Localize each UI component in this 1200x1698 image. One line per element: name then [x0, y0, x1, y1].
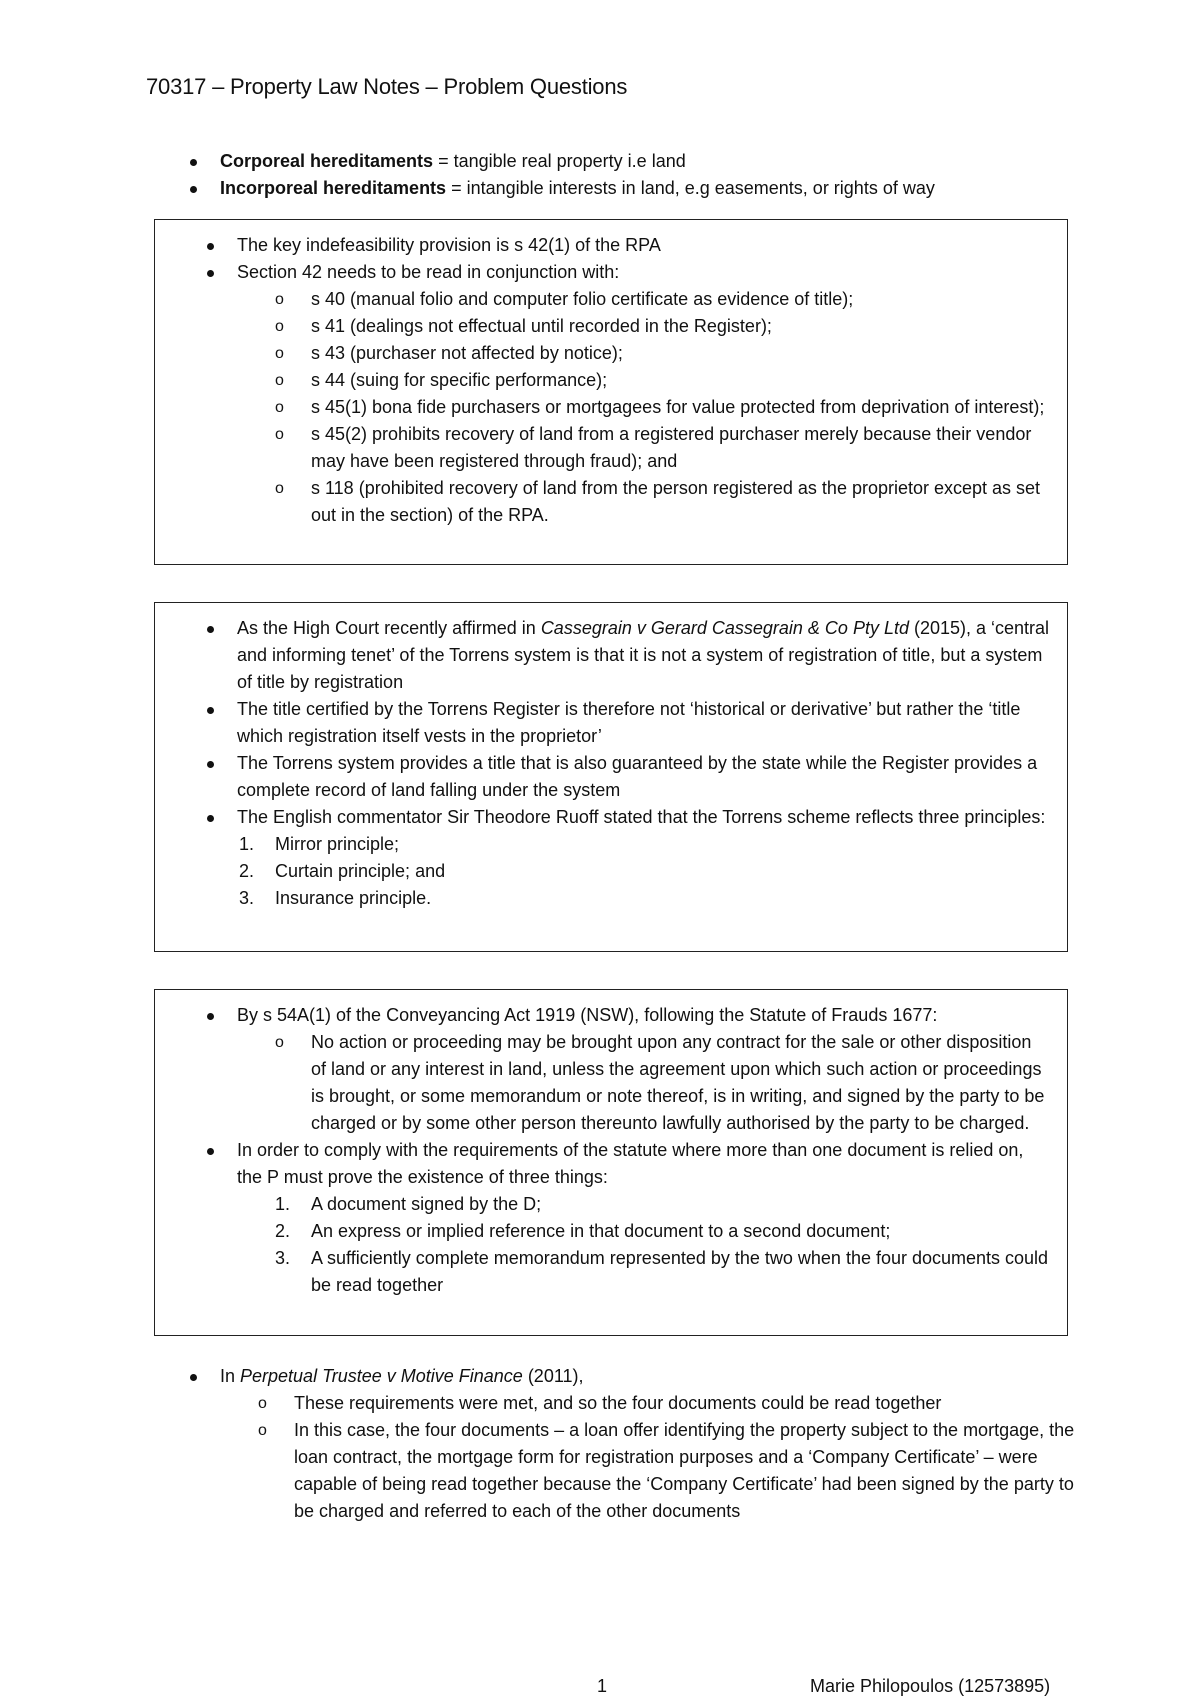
number-marker: 2. — [239, 861, 255, 881]
list-item: The key indefeasibility provision is s 42(1) of the RPA — [207, 232, 1051, 259]
list-item-text: Section 42 needs to be read in conjunction with: — [237, 262, 620, 282]
numbered-item-text: Curtain principle; and — [275, 861, 446, 881]
list-item — [190, 175, 1090, 202]
sub-item-text: s 45(2) prohibits recovery of land from a registered purchaser merely because their vendor may have been registered through fraud); and — [311, 424, 1032, 471]
sub-item — [258, 1390, 1090, 1417]
case-name: Cassegrain v Gerard Cassegrain & Co Pty Ltd — [540, 618, 909, 638]
sub-item-text: s 40 (manual folio and computer folio certificate as evidence of title); — [311, 289, 854, 309]
sub-item-text: These requirements were met, and so the four documents could be read together — [294, 1393, 942, 1413]
list-item — [190, 1363, 1090, 1525]
sub-marker: o — [275, 345, 284, 362]
list-item-text: In — [220, 1366, 241, 1386]
sub-item — [275, 421, 1051, 475]
list-item-text: (2011), — [522, 1366, 584, 1386]
numbered-item — [239, 885, 1051, 912]
sub-list — [220, 1390, 1090, 1525]
list-item — [190, 148, 1090, 175]
list-item-text: The English commentator Sir Theodore Ruoff stated that the Torrens scheme reflects three principles: — [237, 807, 1046, 827]
sub-item-text: s 44 (suing for specific performance); — [311, 370, 608, 390]
number-marker: 3. — [275, 1248, 291, 1268]
numbered-item — [275, 1191, 1051, 1218]
intro-list — [190, 148, 1090, 202]
numbered-item-text: Mirror principle; — [275, 834, 400, 854]
definition: = intangible interests in land, e.g easements, or rights of way — [446, 178, 935, 198]
list-item: The Torrens system provides a title that is also guaranteed by the state while the Register provides a complete record of land falling under the system — [207, 750, 1051, 804]
sub-marker: o — [275, 372, 284, 389]
numbered-item — [275, 1218, 1051, 1245]
sub-marker: o — [258, 1395, 267, 1412]
sub-item-text: s 41 (dealings not effectual until recorded in the Register); — [311, 316, 772, 336]
case-name: Perpetual Trustee v Motive Finance — [240, 1366, 523, 1386]
sub-marker: o — [275, 318, 284, 335]
sub-marker: o — [258, 1422, 267, 1439]
number-marker: 1. — [239, 834, 255, 854]
numbered-item — [239, 831, 1051, 858]
indefeasibility-box — [154, 219, 1068, 565]
numbered-list — [237, 1191, 1051, 1299]
sub-item — [275, 475, 1051, 529]
list-item — [207, 259, 1051, 529]
sub-item — [258, 1417, 1090, 1525]
sub-marker: o — [275, 1034, 284, 1051]
sub-item — [275, 286, 1051, 313]
sub-item-text: s 43 (purchaser not affected by notice); — [311, 343, 623, 363]
sub-list — [237, 1029, 1051, 1137]
number-marker: 3. — [239, 888, 255, 908]
torrens-box — [154, 602, 1068, 952]
sub-item-text: In this case, the four documents – a loan offer identifying the property subject to the mortgage, the loan contract, the mortgage form for registration purposes and a ‘Company Certificate’ – were capable of being read together because the ‘Company Certificate’ had been signed by the party to be charged and referred to each of the other documents — [294, 1420, 1075, 1521]
number-marker: 1. — [275, 1194, 291, 1214]
sub-item — [275, 394, 1051, 421]
sub-item — [275, 367, 1051, 394]
sub-item-text: s 118 (prohibited recovery of land from the person registered as the proprietor except as set out in the section) of the RPA. — [311, 478, 1041, 525]
sub-item-text: No action or proceeding may be brought upon any contract for the sale or other disposition of land or any interest in land, unless the agreement upon which such action or proceedings is brought, or some memorandum or note thereof, is in writing, and signed by the party to be charged or by some other person thereunto lawfully authorised by the party to be charged. — [311, 1032, 1045, 1133]
numbered-list — [237, 831, 1051, 912]
sub-marker: o — [275, 426, 284, 443]
sub-item — [275, 313, 1051, 340]
list-item — [207, 804, 1051, 912]
term: Corporeal hereditaments — [220, 151, 434, 171]
numbered-item — [275, 1245, 1051, 1299]
list-item-text: As the High Court recently affirmed in — [237, 618, 541, 638]
sub-marker: o — [275, 480, 284, 497]
list-item — [207, 1002, 1051, 1137]
sub-item-text: s 45(1) bona fide purchasers or mortgagees for value protected from deprivation of interest); — [311, 397, 1045, 417]
page-number: 1 — [597, 1676, 608, 1696]
sub-item — [275, 340, 1051, 367]
list-item: The title certified by the Torrens Register is therefore not ‘historical or derivative’ but rather the ‘title which registration itself vests in the proprietor’ — [207, 696, 1051, 750]
number-marker: 2. — [275, 1221, 291, 1241]
footer-author: Marie Philopoulos (12573895) — [810, 1676, 1051, 1696]
sub-item — [275, 1029, 1051, 1137]
definition: = tangible real property i.e land — [433, 151, 686, 171]
sub-marker: o — [275, 291, 284, 308]
numbered-item — [239, 858, 1051, 885]
list-item — [207, 1137, 1051, 1299]
sub-marker: o — [275, 399, 284, 416]
sub-list — [237, 286, 1051, 529]
term: Incorporeal hereditaments — [220, 178, 447, 198]
numbered-item-text: An express or implied reference in that document to a second document; — [311, 1221, 891, 1241]
list-item-text: By s 54A(1) of the Conveyancing Act 1919 (NSW), following the Statute of Frauds 1677: — [237, 1005, 938, 1025]
numbered-item-text: A document signed by the D; — [311, 1194, 542, 1214]
numbered-item-text: A sufficiently complete memorandum represented by the two when the four documents could be read together — [311, 1248, 1049, 1295]
list-item-text: (2015), a ‘central and informing tenet’ of the Torrens system is that it is not a system of registration of title, but a system of title by registration — [237, 618, 1050, 692]
conveyancing-box — [154, 989, 1068, 1336]
list-item — [207, 615, 1051, 696]
numbered-item-text: Insurance principle. — [275, 888, 432, 908]
perpetual-trustee-list — [190, 1363, 1090, 1525]
list-item-text: In order to comply with the requirements of the statute where more than one document is relied on, the P must prove the existence of three things: — [237, 1140, 1024, 1187]
page-title: 70317 – Property Law Notes – Problem Questions — [146, 74, 628, 99]
